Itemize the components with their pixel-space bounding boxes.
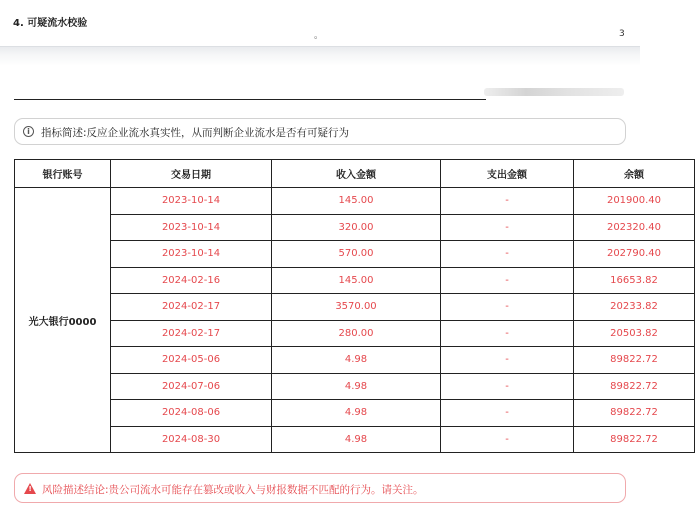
date-cell: 2024-08-06	[111, 400, 272, 427]
info-icon: i	[23, 126, 34, 137]
warning-icon: !	[24, 483, 36, 494]
column-header: 收入金额	[272, 160, 441, 188]
income-cell: 4.98	[272, 426, 441, 453]
income-cell: 4.98	[272, 347, 441, 374]
table-row	[15, 241, 695, 268]
income-cell: 145.00	[272, 188, 441, 215]
date-cell: 2024-02-16	[111, 267, 272, 294]
expense-cell: -	[441, 267, 574, 294]
table-row	[15, 373, 695, 400]
date-cell: 2024-08-30	[111, 426, 272, 453]
indicator-note	[14, 118, 626, 145]
expense-cell: -	[441, 214, 574, 241]
income-cell: 3570.00	[272, 294, 441, 321]
balance-cell: 202320.40	[574, 214, 695, 241]
income-cell: 570.00	[272, 241, 441, 268]
risk-conclusion	[14, 473, 626, 503]
balance-cell: 89822.72	[574, 400, 695, 427]
expense-cell: -	[441, 426, 574, 453]
section-title: 4. 可疑流水校验	[13, 18, 88, 29]
column-header: 交易日期	[111, 160, 272, 188]
bank-account-cell: 光大银行0000	[15, 188, 111, 453]
expense-cell: -	[441, 188, 574, 215]
column-header: 支出金额	[441, 160, 574, 188]
page-number: 3	[619, 29, 625, 39]
expense-cell: -	[441, 373, 574, 400]
blurred-text	[484, 88, 624, 96]
table-row	[15, 214, 695, 241]
table-row	[15, 400, 695, 427]
header-dot: 。	[314, 31, 324, 41]
date-cell: 2024-02-17	[111, 320, 272, 347]
page-separator	[0, 46, 640, 66]
income-cell: 280.00	[272, 320, 441, 347]
table-row	[15, 426, 695, 453]
date-cell: 2024-05-06	[111, 347, 272, 374]
balance-cell: 201900.40	[574, 188, 695, 215]
column-header: 银行账号	[15, 160, 111, 188]
income-cell: 320.00	[272, 214, 441, 241]
table-row	[15, 347, 695, 374]
table-row	[15, 188, 695, 215]
date-cell: 2023-10-14	[111, 241, 272, 268]
date-cell: 2023-10-14	[111, 188, 272, 215]
income-cell: 4.98	[272, 400, 441, 427]
date-cell: 2024-07-06	[111, 373, 272, 400]
balance-cell: 20503.82	[574, 320, 695, 347]
table-row	[15, 320, 695, 347]
suspicious-flow-table	[14, 159, 695, 453]
expense-cell: -	[441, 347, 574, 374]
risk-conclusion-text: 风险描述结论:贵公司流水可能存在篡改或收入与财报数据不匹配的行为。请关注。	[42, 484, 424, 496]
date-cell: 2024-02-17	[111, 294, 272, 321]
expense-cell: -	[441, 400, 574, 427]
balance-cell: 16653.82	[574, 267, 695, 294]
date-cell: 2023-10-14	[111, 214, 272, 241]
balance-cell: 20233.82	[574, 294, 695, 321]
expense-cell: -	[441, 320, 574, 347]
income-cell: 4.98	[272, 373, 441, 400]
table-row	[15, 267, 695, 294]
balance-cell: 89822.72	[574, 373, 695, 400]
table-row	[15, 294, 695, 321]
balance-cell: 89822.72	[574, 426, 695, 453]
expense-cell: -	[441, 241, 574, 268]
balance-cell: 202790.40	[574, 241, 695, 268]
income-cell: 145.00	[272, 267, 441, 294]
page-header	[0, 0, 640, 46]
expense-cell: -	[441, 294, 574, 321]
column-header: 余额	[574, 160, 695, 188]
balance-cell: 89822.72	[574, 347, 695, 374]
table-header-row	[15, 160, 695, 188]
divider-line	[14, 99, 486, 100]
indicator-note-text: 指标简述:反应企业流水真实性，从而判断企业流水是否有可疑行为	[41, 127, 350, 139]
